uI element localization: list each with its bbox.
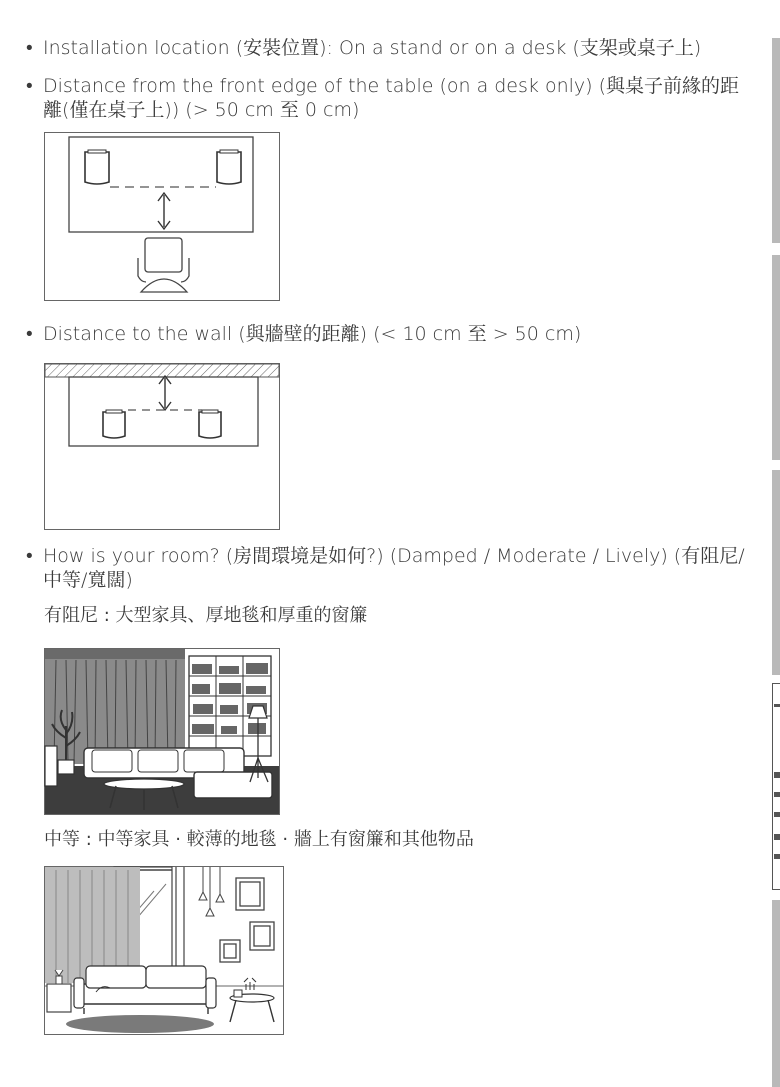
thin-carpet: [66, 1015, 214, 1033]
side-tab-marker: [772, 470, 780, 675]
speaker-icon: [199, 410, 221, 438]
bullet-marker: •: [26, 545, 33, 567]
wall-distance-diagram: [44, 363, 280, 530]
bullet-marker: •: [26, 323, 33, 345]
side-tab-marker: [772, 900, 780, 1087]
bullet-marker: •: [26, 75, 33, 97]
bullet-installation-location: [26, 36, 746, 60]
bullet-marker: •: [26, 37, 33, 59]
damped-room-illustration: [44, 648, 280, 815]
damped-caption: 有阻尼 : 大型家具、厚地毯和厚重的窗簾: [44, 605, 368, 626]
speaker-icon: [85, 150, 109, 184]
bullet-wall-distance: [26, 322, 746, 346]
wall-hatch: [45, 364, 279, 377]
moderate-room-illustration: [44, 866, 284, 1035]
bullet-front-edge-distance: [26, 74, 746, 122]
bullet-text: Installation location (安裝位置): On a stand or on a desk (支架或桌子上): [43, 37, 702, 59]
speaker-icon: [103, 410, 125, 438]
side-tab-marker: [772, 255, 780, 460]
desk-distance-diagram: [44, 132, 280, 301]
speaker-icon: [217, 150, 241, 184]
bullet-room-type: [26, 544, 746, 592]
moderate-caption: 中等 : 中等家具 · 較薄的地毯 · 牆上有窗簾和其他物品: [44, 829, 474, 850]
bullet-text: How is your room? (房間環境是如何?) (Damped / Moderate / Lively) (有阻尼/中等/寬闊): [43, 545, 745, 591]
bullet-text: Distance from the front edge of the table (on a desk only) (與桌子前緣的距離(僅在桌子上)) (> 50 cm 至 0 cm): [43, 75, 739, 121]
active-side-tab: [772, 683, 780, 890]
bullet-text: Distance to the wall (與牆壁的距離) (< 10 cm 至 > 50 cm): [43, 323, 582, 345]
side-tab-marker: [772, 38, 780, 243]
